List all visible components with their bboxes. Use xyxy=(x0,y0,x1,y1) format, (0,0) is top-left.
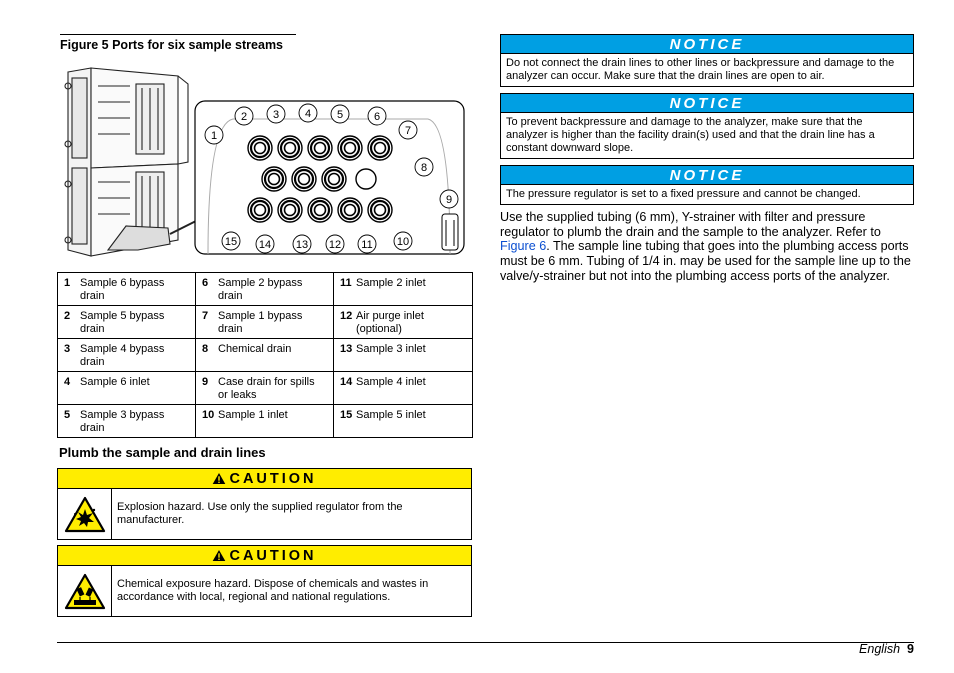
callout-number: 6 xyxy=(373,111,381,123)
warning-triangle-icon xyxy=(212,472,226,485)
callout-number: 12 xyxy=(328,239,342,251)
notice-header: NOTICE xyxy=(501,166,913,185)
caution-box-chemical xyxy=(57,545,472,617)
legend-description: Sample 4 bypass drain xyxy=(80,343,165,368)
legend-number: 7 xyxy=(202,310,209,322)
figure-callout xyxy=(394,232,412,250)
footer-language: English xyxy=(859,642,901,656)
legend-number: 3 xyxy=(64,343,71,355)
figure-callout xyxy=(299,104,317,122)
legend-cell xyxy=(334,339,473,372)
legend-description: Sample 3 bypass drain xyxy=(80,409,165,434)
legend-description: Sample 6 bypass drain xyxy=(80,277,165,302)
legend-description: Sample 5 inlet xyxy=(356,409,426,421)
port-fitting xyxy=(248,198,272,222)
port-panel xyxy=(195,101,464,254)
page-footer xyxy=(859,642,914,656)
figure-callout xyxy=(415,158,433,176)
legend-row xyxy=(58,273,473,306)
notice-box-pressure-regulator xyxy=(500,165,914,205)
callout-number: 11 xyxy=(361,239,373,251)
legend-number: 1 xyxy=(64,277,71,289)
port-fitting xyxy=(322,167,346,191)
notice-header: NOTICE xyxy=(501,94,913,113)
legend-number: 14 xyxy=(340,376,353,388)
figure-callout xyxy=(368,107,386,125)
notice-header: NOTICE xyxy=(501,35,913,54)
warning-triangle-icon xyxy=(212,549,226,562)
callout-number: 13 xyxy=(295,239,309,251)
legend-cell xyxy=(58,273,196,306)
callout-number: 9 xyxy=(445,194,453,206)
caution-text: Chemical exposure hazard. Dispose of chemicals and wastes in accordance with local, regional and national regulations. xyxy=(117,578,429,603)
legend-number: 9 xyxy=(202,376,209,388)
figure-callout xyxy=(222,232,240,250)
legend-cell xyxy=(58,339,196,372)
figure-6-link[interactable]: Figure 6 xyxy=(500,239,547,254)
port-fitting xyxy=(248,136,272,160)
legend-number: 4 xyxy=(64,376,71,388)
port-fitting xyxy=(278,136,302,160)
legend-row xyxy=(58,405,473,438)
port-fitting xyxy=(308,136,332,160)
caution-text: Explosion hazard. Use only the supplied regulator from the manufacturer. xyxy=(117,501,403,526)
figure-callout xyxy=(267,105,285,123)
callout-number: 4 xyxy=(304,108,312,120)
callout-number: 8 xyxy=(420,162,428,174)
legend-description: Sample 5 bypass drain xyxy=(80,310,165,335)
figure-legend-table xyxy=(57,272,473,438)
legend-cell xyxy=(334,273,473,306)
figure-callout xyxy=(399,121,417,139)
legend-description: Sample 2 inlet xyxy=(356,277,426,289)
legend-cell xyxy=(196,405,334,438)
legend-number: 15 xyxy=(340,409,353,421)
figure-callout xyxy=(326,235,344,253)
case-drain-fitting xyxy=(442,214,458,250)
legend-description: Sample 4 inlet xyxy=(356,376,426,388)
figure-callout xyxy=(205,126,223,144)
caution-label: CAUTION xyxy=(229,470,317,487)
callout-number: 10 xyxy=(396,236,410,248)
legend-description: Air purge inlet (optional) xyxy=(356,310,424,335)
legend-cell xyxy=(58,372,196,405)
caution-label: CAUTION xyxy=(229,547,317,564)
legend-cell xyxy=(58,306,196,339)
legend-number: 5 xyxy=(64,409,71,421)
legend-cell xyxy=(196,273,334,306)
callout-number: 14 xyxy=(258,239,272,251)
section-title: Plumb the sample and drain lines xyxy=(59,445,266,460)
legend-cell xyxy=(58,405,196,438)
port-fitting xyxy=(292,167,316,191)
port-fitting xyxy=(338,198,362,222)
port-fitting xyxy=(308,198,332,222)
figure-callout xyxy=(331,105,349,123)
callout-number: 3 xyxy=(272,109,280,121)
notice-box-drain-lines xyxy=(500,34,914,87)
callout-number: 7 xyxy=(404,125,412,137)
figure-caption: Figure 5 Ports for six sample streams xyxy=(60,34,296,52)
figure-callout xyxy=(256,235,274,253)
legend-number: 11 xyxy=(340,277,352,289)
legend-cell xyxy=(196,306,334,339)
port-fitting xyxy=(338,136,362,160)
figure-callout xyxy=(293,235,311,253)
body-text-part2: . The sample line tubing that goes into the plumbing access ports must be 6 mm. Tubing of 1/4 in. may be used for the sample line up to the valve/y-strainer but not into the plumbing access ports of the analyzer. xyxy=(500,239,911,283)
legend-number: 10 xyxy=(202,409,215,421)
notice-text: To prevent backpressure and damage to the analyzer, make sure that the analyzer is higher than the facility drain(s) used and that the drain line has a constant downward slope. xyxy=(506,116,875,154)
footer-rule xyxy=(57,642,914,643)
legend-description: Sample 1 bypass drain xyxy=(218,310,303,335)
legend-row xyxy=(58,306,473,339)
page-number: 9 xyxy=(907,642,914,656)
legend-number: 2 xyxy=(64,310,71,322)
legend-description: Chemical drain xyxy=(218,343,292,355)
legend-description: Sample 1 inlet xyxy=(218,409,288,421)
legend-cell xyxy=(196,339,334,372)
body-text-part1: Use the supplied tubing (6 mm), Y-strainer with filter and pressure regulator to plumb the drain and the sample to the analyzer. Refer to xyxy=(500,210,881,239)
legend-cell xyxy=(334,372,473,405)
port-fitting xyxy=(262,167,286,191)
legend-row xyxy=(58,372,473,405)
chemical-hazard-icon xyxy=(64,573,106,610)
legend-cell xyxy=(334,405,473,438)
legend-description: Sample 3 inlet xyxy=(356,343,426,355)
legend-cell xyxy=(334,306,473,339)
legend-cell xyxy=(196,372,334,405)
caution-header xyxy=(58,469,471,489)
legend-number: 8 xyxy=(202,343,209,355)
callout-number: 1 xyxy=(210,130,218,142)
legend-number: 13 xyxy=(340,343,353,355)
figure-callout xyxy=(358,235,376,253)
callout-number: 5 xyxy=(336,109,344,121)
figure-callout xyxy=(440,190,458,208)
notice-text: Do not connect the drain lines to other lines or backpressure and damage to the analyzer can occur. Make sure that the drain lines are open to air. xyxy=(506,57,895,82)
callout-number: 2 xyxy=(240,111,248,123)
legend-number: 6 xyxy=(202,277,209,289)
port-fitting xyxy=(368,198,392,222)
port-fitting xyxy=(368,136,392,160)
port-fitting xyxy=(278,198,302,222)
legend-description: Case drain for spills or leaks xyxy=(218,376,315,401)
analyzer-illustration xyxy=(65,68,198,256)
callout-number: 15 xyxy=(224,236,238,248)
ports-figure xyxy=(58,64,470,270)
caution-header xyxy=(58,546,471,566)
legend-description: Sample 6 inlet xyxy=(80,376,150,388)
legend-number: 12 xyxy=(340,310,353,322)
notice-box-backpressure xyxy=(500,93,914,159)
air-purge-port xyxy=(356,169,376,189)
notice-text: The pressure regulator is set to a fixed pressure and cannot be changed. xyxy=(506,188,861,200)
figure-callout xyxy=(235,107,253,125)
body-paragraph xyxy=(500,210,914,284)
caution-box-explosion xyxy=(57,468,472,540)
legend-description: Sample 2 bypass drain xyxy=(218,277,303,302)
legend-row xyxy=(58,339,473,372)
explosion-hazard-icon xyxy=(64,496,106,533)
